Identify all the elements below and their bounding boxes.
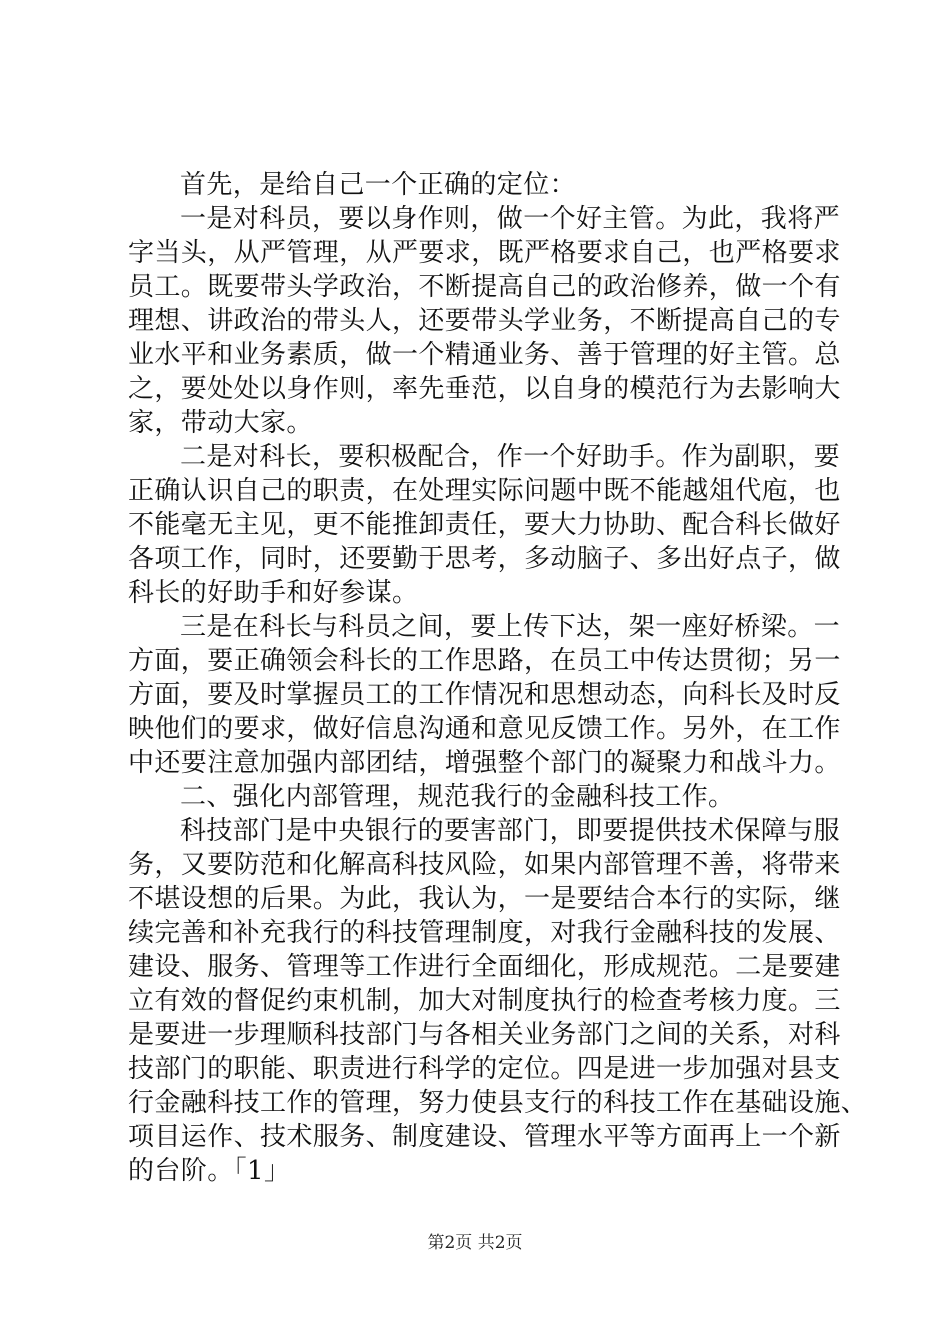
text-line: 员工。既要带头学政治，不断提高自己的政治修养，做一个有 <box>128 272 841 302</box>
text-line: 不堪设想的后果。为此，我认为，一是要结合本行的实际，继 <box>128 884 841 914</box>
text-line: 行金融科技工作的管理，努力使县支行的科技工作在基础设施、 <box>128 1088 868 1118</box>
text-line: 业水平和业务素质，做一个精通业务、善于管理的好主管。总 <box>128 340 841 370</box>
text-line: 各项工作，同时，还要勤于思考，多动脑子、多出好点子，做 <box>128 544 841 574</box>
text-line: 正确认识自己的职责，在处理实际问题中既不能越俎代庖，也 <box>128 476 841 506</box>
text-line: 不能毫无主见，更不能推卸责任，要大力协助、配合科长做好 <box>128 510 841 540</box>
text-line: 科技部门是中央银行的要害部门，即要提供技术保障与服 <box>180 816 841 846</box>
text-line: 家，带动大家。 <box>128 408 313 438</box>
page-number: 第2页 共2页 <box>427 1233 523 1253</box>
text-line: 映他们的要求，做好信息沟通和意见反馈工作。另外，在工作 <box>128 714 841 744</box>
text-line: 之，要处处以身作则，率先垂范，以自身的模范行为去影响大 <box>128 374 841 404</box>
text-line: 理想、讲政治的带头人，还要带头学业务，不断提高自己的专 <box>128 306 841 336</box>
text-line: 项目运作、技术服务、制度建设、管理水平等方面再上一个新 <box>128 1122 841 1152</box>
text-line: 科长的好助手和好参谋。 <box>128 578 419 608</box>
text-line: 建设、服务、管理等工作进行全面细化，形成规范。二是要建 <box>128 952 841 982</box>
text-line: 首先，是给自己一个正确的定位： <box>180 170 577 200</box>
text-line: 字当头，从严管理，从严要求，既严格要求自己，也严格要求 <box>128 238 841 268</box>
text-line: 二是对科长，要积极配合，作一个好助手。作为副职，要 <box>180 442 841 472</box>
text-line: 一是对科员，要以身作则，做一个好主管。为此，我将严 <box>180 204 841 234</box>
text-line: 的台阶。「1」 <box>128 1156 291 1186</box>
text-line: 立有效的督促约束机制，加大对制度执行的检查考核力度。三 <box>128 986 841 1016</box>
text-line: 中还要注意加强内部团结，增强整个部门的凝聚力和战斗力。 <box>128 748 841 778</box>
document-body <box>128 168 868 1188</box>
text-line: 续完善和补充我行的科技管理制度，对我行金融科技的发展、 <box>128 918 841 948</box>
text-line: 是要进一步理顺科技部门与各相关业务部门之间的关系，对科 <box>128 1020 841 1050</box>
text-line: 方面，要及时掌握员工的工作情况和思想动态，向科长及时反 <box>128 680 841 710</box>
text-line: 务，又要防范和化解高科技风险，如果内部管理不善，将带来 <box>128 850 841 880</box>
text-line: 三是在科长与科员之间，要上传下达，架一座好桥梁。一 <box>180 612 841 642</box>
text-line: 技部门的职能、职责进行科学的定位。四是进一步加强对县支 <box>128 1054 841 1084</box>
section-heading: 二、强化内部管理，规范我行的金融科技工作。 <box>180 782 735 812</box>
text-line: 方面，要正确领会科长的工作思路，在员工中传达贯彻；另一 <box>128 646 841 676</box>
